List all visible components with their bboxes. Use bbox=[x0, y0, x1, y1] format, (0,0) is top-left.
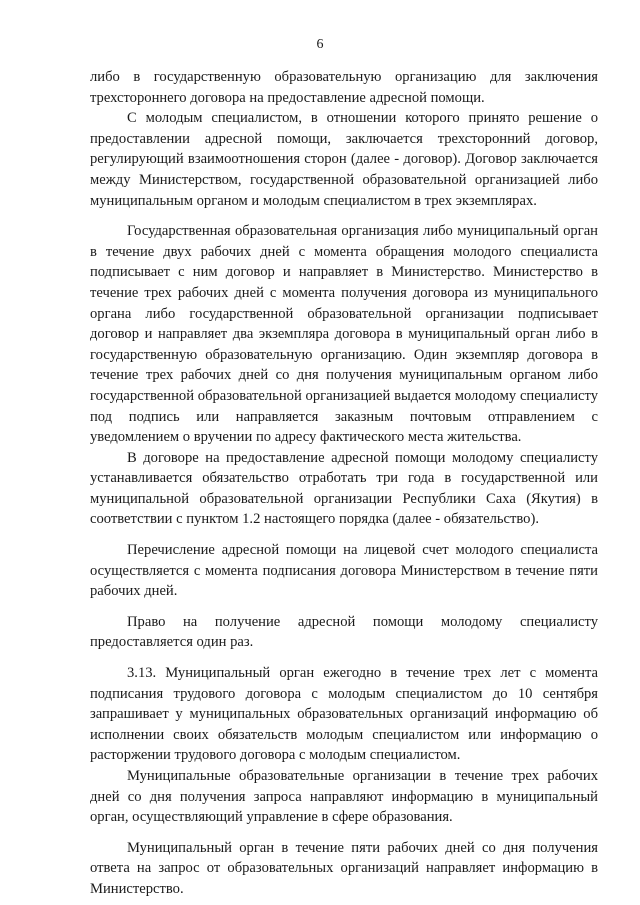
document-body bbox=[90, 67, 598, 900]
paragraph-organizations-response: Муниципальные образовательные организации в течение трех рабочих дней со дня получения запроса направляют информацию в муниципальный орган, осуществляющий управление в сфере образования. bbox=[90, 768, 598, 826]
paragraph-obligation: В договоре на предоставление адресной помощи молодому специалисту устанавливается обязательство отработать три года в государственной или муниципальной образовательной организации Республики Саха (Якутия) в соответствии с пунктом 1.2 настоящего порядка (далее - обязательство). bbox=[90, 449, 598, 528]
paragraph-contract-parties: С молодым специалистом, в отношении которого принято решение о предоставлении адресной помощи, заключается трехсторонний договор, регулирующий взаимоотношения сторон (далее - договор). Договор заключается между Министерством, государственной образовательной организацией либо муниципальным органом и молодым специалистом в трех экземплярах. bbox=[90, 110, 598, 209]
paragraph-ministry-information: Муниципальный орган в течение пяти рабочих дней со дня получения ответа на запрос от образовательных организаций направляет информацию в Министерство. bbox=[90, 839, 598, 897]
paragraph-contract-signing: Государственная образовательная организация либо муниципальный орган в течение двух рабочих дней с момента обращения молодого специалиста подписывает с ним договор и направляет в Министерство. Министерство в течение трех рабочих дней с момента получения договора из муниципального органа либо государственной образовательной организации подписывает договор и направляет два экземпляра договора в муниципальный орган либо в государственную образовательную организацию. Один экземпляр договора в течение трех рабочих дней со дня получения муниципальным органом либо государственной образовательной организацией выдается молодому специалисту под подпись или направляется заказным почтовым отправлением с уведомлением о вручении по адресу фактического места жительства. bbox=[90, 223, 598, 446]
paragraph-continuation: либо в государственную образовательную организацию для заключения трехстороннего договора на предоставление адресной помощи. bbox=[90, 69, 598, 106]
paragraph-one-time-right: Право на получение адресной помощи молодому специалисту предоставляется один раз. bbox=[90, 613, 598, 651]
page-number: 6 bbox=[316, 37, 324, 52]
paragraph-3-13: 3.13. Муниципальный орган ежегодно в течение трех лет с момента подписания трудового договора с молодым специалистом до 10 сентября запрашивает у муниципальных образовательных организаций информацию об исполнении своих обязательств молодым специалистом или информацию о расторжении трудового договора с молодым специалистом. bbox=[90, 665, 598, 764]
paragraph-payment-transfer: Перечисление адресной помощи на лицевой счет молодого специалиста осуществляется с момента подписания договора Министерством в течение пяти рабочих дней. bbox=[90, 542, 598, 600]
